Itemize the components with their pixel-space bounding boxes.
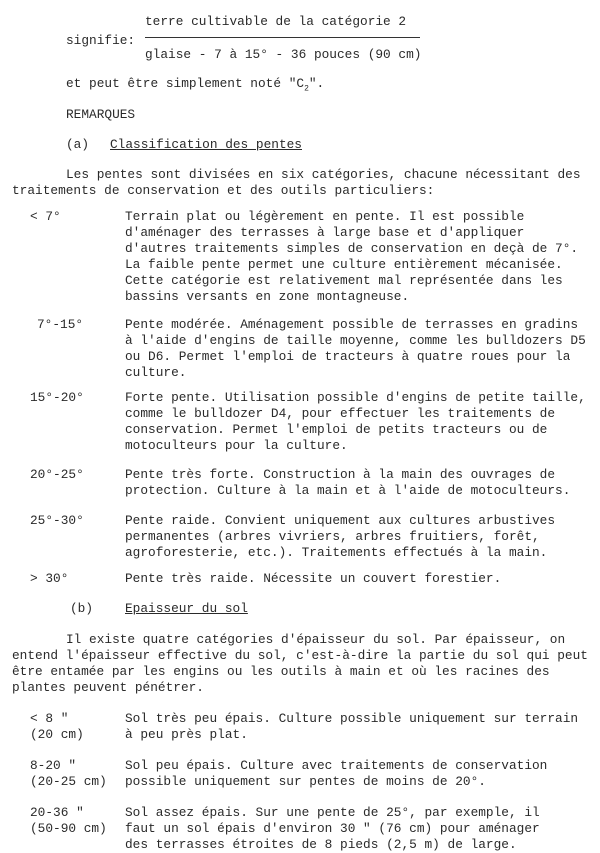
section-b-intro-line: Il existe quatre catégories d'épaisseur du sol. Par épaisseur, on <box>66 632 566 647</box>
notation-sentence <box>66 76 324 92</box>
note-subscript: 2 <box>304 84 309 94</box>
slope-category-label: 25°-30° <box>30 513 84 528</box>
slope-category-label: 20°-25° <box>30 467 84 482</box>
fraction-label: signifie: <box>66 33 136 48</box>
slope-category-description-line: Pente modérée. Aménagement possible de terrasses en gradins <box>125 317 579 332</box>
fraction-bar <box>145 37 420 38</box>
slope-category-description-line: comme le bulldozer D4, pour effectuer les traitements de <box>125 406 556 421</box>
slope-category-description-line: protection. Culture à la main et à l'aide de motoculteurs. <box>125 483 571 498</box>
slope-category-description-line: Pente très forte. Construction à la main des ouvrages de <box>125 467 556 482</box>
slope-category-description-line: Forte pente. Utilisation possible d'engins de petite taille, <box>125 390 586 405</box>
soil-depth-description-line: faut un sol épais d'environ 30 " (76 cm) pour aménager <box>125 821 540 836</box>
section-a-marker: (a) <box>66 137 90 152</box>
slope-category-description-line: culture. <box>125 365 187 380</box>
slope-category-label: > 30° <box>30 571 69 586</box>
slope-category-description-line: d'autres traitements simples de conservation en deçà de 7°. <box>125 241 579 256</box>
slope-category-label: 15°-20° <box>30 390 84 405</box>
soil-depth-label: (50-90 cm) <box>30 821 107 836</box>
section-a-intro-line: Les pentes sont divisées en six catégories, chacune nécessitant des <box>66 167 581 182</box>
note-text: et peut être simplement noté "C <box>66 76 305 91</box>
section-b-intro-line: être entamée par les engins ou les outils à main et où les racines des <box>12 664 550 679</box>
slope-category-description-line: Terrain plat ou légèrement en pente. Il est possible <box>125 209 525 224</box>
slope-category-description-line: Pente raide. Convient uniquement aux cultures arbustives <box>125 513 556 528</box>
slope-category-description-line: motoculteurs pour la culture. <box>125 438 348 453</box>
slope-category-description-line: Pente très raide. Nécessite un couvert forestier. <box>125 571 502 586</box>
soil-depth-label: < 8 " <box>30 711 69 726</box>
soil-depth-description-line: Sol très peu épais. Culture possible uniquement sur terrain <box>125 711 579 726</box>
soil-depth-description-line: Sol peu épais. Culture avec traitements de conservation <box>125 758 548 773</box>
soil-depth-label: 8-20 " <box>30 758 77 773</box>
soil-depth-description-line: des terrasses étroites de 8 pieds (2,5 m) de large. <box>125 837 517 852</box>
slope-category-description-line: Cette catégorie est relativement mal représentée dans les <box>125 273 563 288</box>
slope-category-description-line: d'aménager des terrasses à large base et d'appliquer <box>125 225 525 240</box>
section-b-marker: (b) <box>70 601 94 616</box>
slope-category-label: < 7° <box>30 209 61 224</box>
fraction-denominator: glaise - 7 à 15° - 36 pouces (90 cm) <box>145 47 422 62</box>
soil-depth-label: 20-36 " <box>30 805 84 820</box>
soil-depth-description-line: Sol assez épais. Sur une pente de 25°, par exemple, il <box>125 805 540 820</box>
slope-category-label: 7°-15° <box>37 317 84 332</box>
fraction-numerator: terre cultivable de la catégorie 2 <box>145 14 407 29</box>
remarks-heading: REMARQUES <box>66 107 136 122</box>
note-text-end: ". <box>308 76 325 91</box>
soil-depth-label: (20-25 cm) <box>30 774 107 789</box>
slope-category-description-line: ou D6. Permet l'emploi de tracteurs à quatre roues pour la <box>125 349 571 364</box>
section-b-intro-line: entend l'épaisseur effective du sol, c'est-à-dire la partie du sol qui peut <box>12 648 588 663</box>
slope-category-description-line: permanentes (arbres vivriers, arbres fruitiers, forêt, <box>125 529 540 544</box>
section-a-intro-line: traitements de conservation et des outils particuliers: <box>12 183 435 198</box>
section-b-intro-line: plantes peuvent pénétrer. <box>12 680 204 695</box>
slope-category-description-line: conservation. Permet l'emploi de petits tracteurs ou de <box>125 422 548 437</box>
slope-category-description-line: à l'aide d'engins de taille moyenne, comme les bulldozers D5 <box>125 333 586 348</box>
section-b-title: Epaisseur du sol <box>125 601 248 616</box>
soil-depth-description-line: à peu près plat. <box>125 727 248 742</box>
slope-category-description-line: agroforesterie, etc.). Traitements effectués à la main. <box>125 545 548 560</box>
slope-category-description-line: bassins versants en zone montagneuse. <box>125 289 410 304</box>
slope-category-description-line: La faible pente permet une culture entièrement mécanisée. <box>125 257 563 272</box>
soil-depth-label: (20 cm) <box>30 727 84 742</box>
soil-depth-description-line: possible uniquement sur pentes de moins de 20°. <box>125 774 486 789</box>
section-a-title: Classification des pentes <box>110 137 302 152</box>
